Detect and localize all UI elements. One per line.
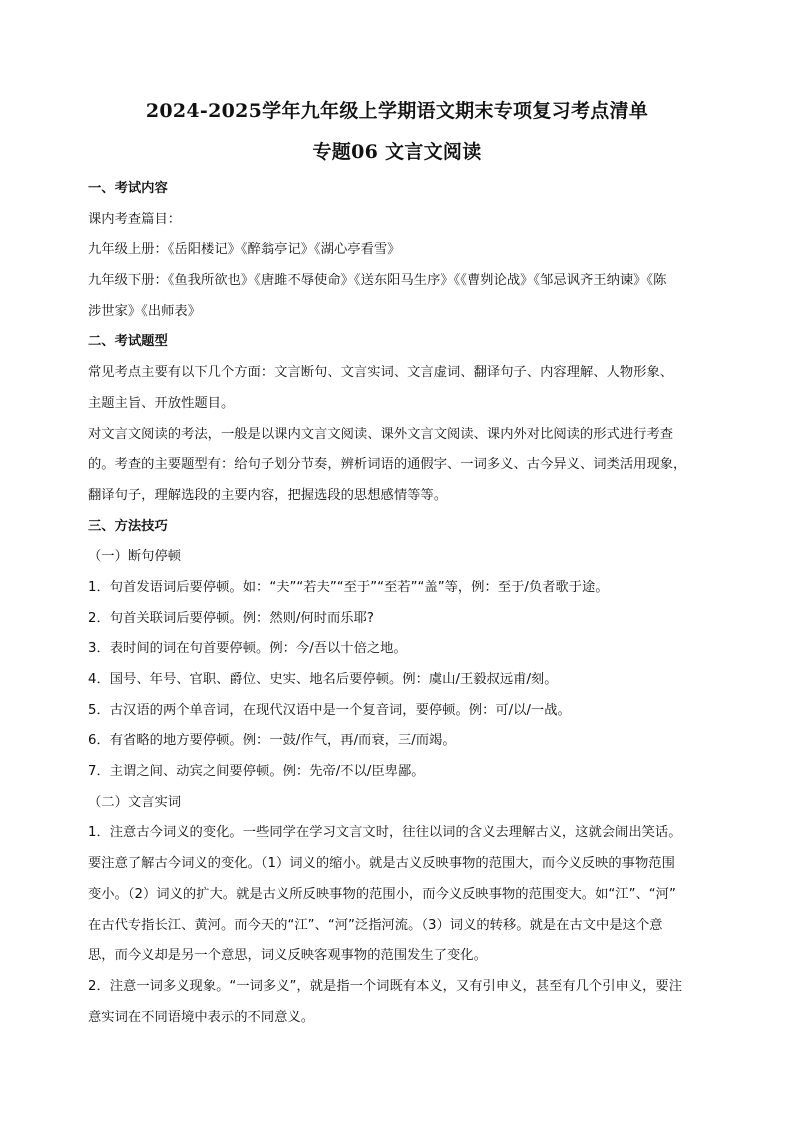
body-text-line: 6．有省略的地方要停顿。例：一鼓/作气，再/而衰，三/而竭。 — [88, 733, 456, 749]
body-text-line: 意实词在不同语境中表示的不同意义。 — [88, 1009, 315, 1025]
body-text-line: 涉世家》《出师表》 — [88, 303, 202, 319]
body-text-line: 九年级下册：《鱼我所欲也》《唐雎不辱使命》《送东阳马生序》《《曹刿论战》《邹忌讽齐王纳谏》《陈 — [88, 273, 667, 289]
body-text-line: 2．句首关联词后要停顿。例：然则/何时而乐耶? — [88, 610, 374, 626]
body-text-line: 九年级上册：《岳阳楼记》《醉翁亭记》《湖心亭看雪》 — [88, 242, 401, 258]
body-text-line: （一）断句停顿 — [88, 549, 182, 565]
body-text-line: 思，而今义却是另一个意思，词义反映客观事物的范围发生了变化。 — [88, 948, 487, 964]
section-heading: 二、考试题型 — [88, 334, 168, 350]
body-text-line: 对文言文阅读的考法，一般是以课内文言文阅读、课外文言文阅读、课内外对比阅读的形式进行考查 — [88, 426, 674, 442]
body-text-line: 常见考点主要有以下几个方面：文言断句、文言实词、文言虚词、翻译句子、内容理解、人物形象、 — [88, 365, 674, 381]
body-text-line: 1．句首发语词后要停顿。如：“夫”“若夫”“至于”“至若”“盖”等，例：至于/负者歌于途。 — [88, 579, 609, 595]
section-heading: 一、考试内容 — [88, 181, 168, 196]
body-text-line: 的。考查的主要题型有：给句子划分节奏，辨析词语的通假字、一词多义、古今异义、词类活用现象， — [88, 457, 687, 473]
section-heading: 三、方法技巧 — [88, 518, 168, 534]
body-text-line: 5．古汉语的两个单音词，在现代汉语中是一个复音词，要停顿。例：可/以/一战。 — [88, 702, 571, 718]
document-subtitle: 专题06 文言文阅读 — [312, 141, 482, 163]
body-text-line: 1．注意古今词义的变化。一些同学在学习文言文时，往往以词的含义去理解古义，这就会闹出笑话。 — [88, 825, 682, 841]
body-text-line: 3．表时间的词在句首要停顿。例：今/吾以十倍之地。 — [88, 641, 407, 657]
body-text-line: 主题主旨、开放性题目。 — [88, 395, 235, 411]
body-text-line: 要注意了解古今词义的变化。（1）词义的缩小。就是古义反映事物的范围大，而今义反映的事物范围 — [88, 856, 675, 872]
body-text-line: 2．注意一词多义现象。“一词多义”，就是指一个词既有本义，又有引申义，甚至有几个引申义，要注 — [88, 978, 683, 994]
document-title: 2024-2025学年九年级上学期语文期末专项复习考点清单 — [145, 100, 649, 122]
body-text-line: （二）文言实词 — [88, 794, 182, 810]
body-text-line: 课内考查篇目： — [88, 211, 182, 227]
document-body — [88, 174, 708, 1033]
body-text-line: 7．主谓之间、动宾之间要停顿。例：先帝/不以/臣卑鄙。 — [88, 764, 425, 780]
body-text-line: 在古代专指长江、黄河。而今天的“江”、“河”泛指河流。（3）词义的转移。就是在古文中是这个意 — [88, 917, 663, 933]
body-text-line: 变小。（2）词义的扩大。就是古义所反映事物的范围小，而今义反映事物的范围变大。如“江”、“河” — [88, 886, 676, 902]
body-text-line: 翻译句子，理解选段的主要内容，把握选段的思想感情等等。 — [88, 487, 448, 503]
body-text-line: 4．国号、年号、官职、爵位、史实、地名后要停顿。例：虞山/王毅叔远甫/刻。 — [88, 672, 558, 687]
